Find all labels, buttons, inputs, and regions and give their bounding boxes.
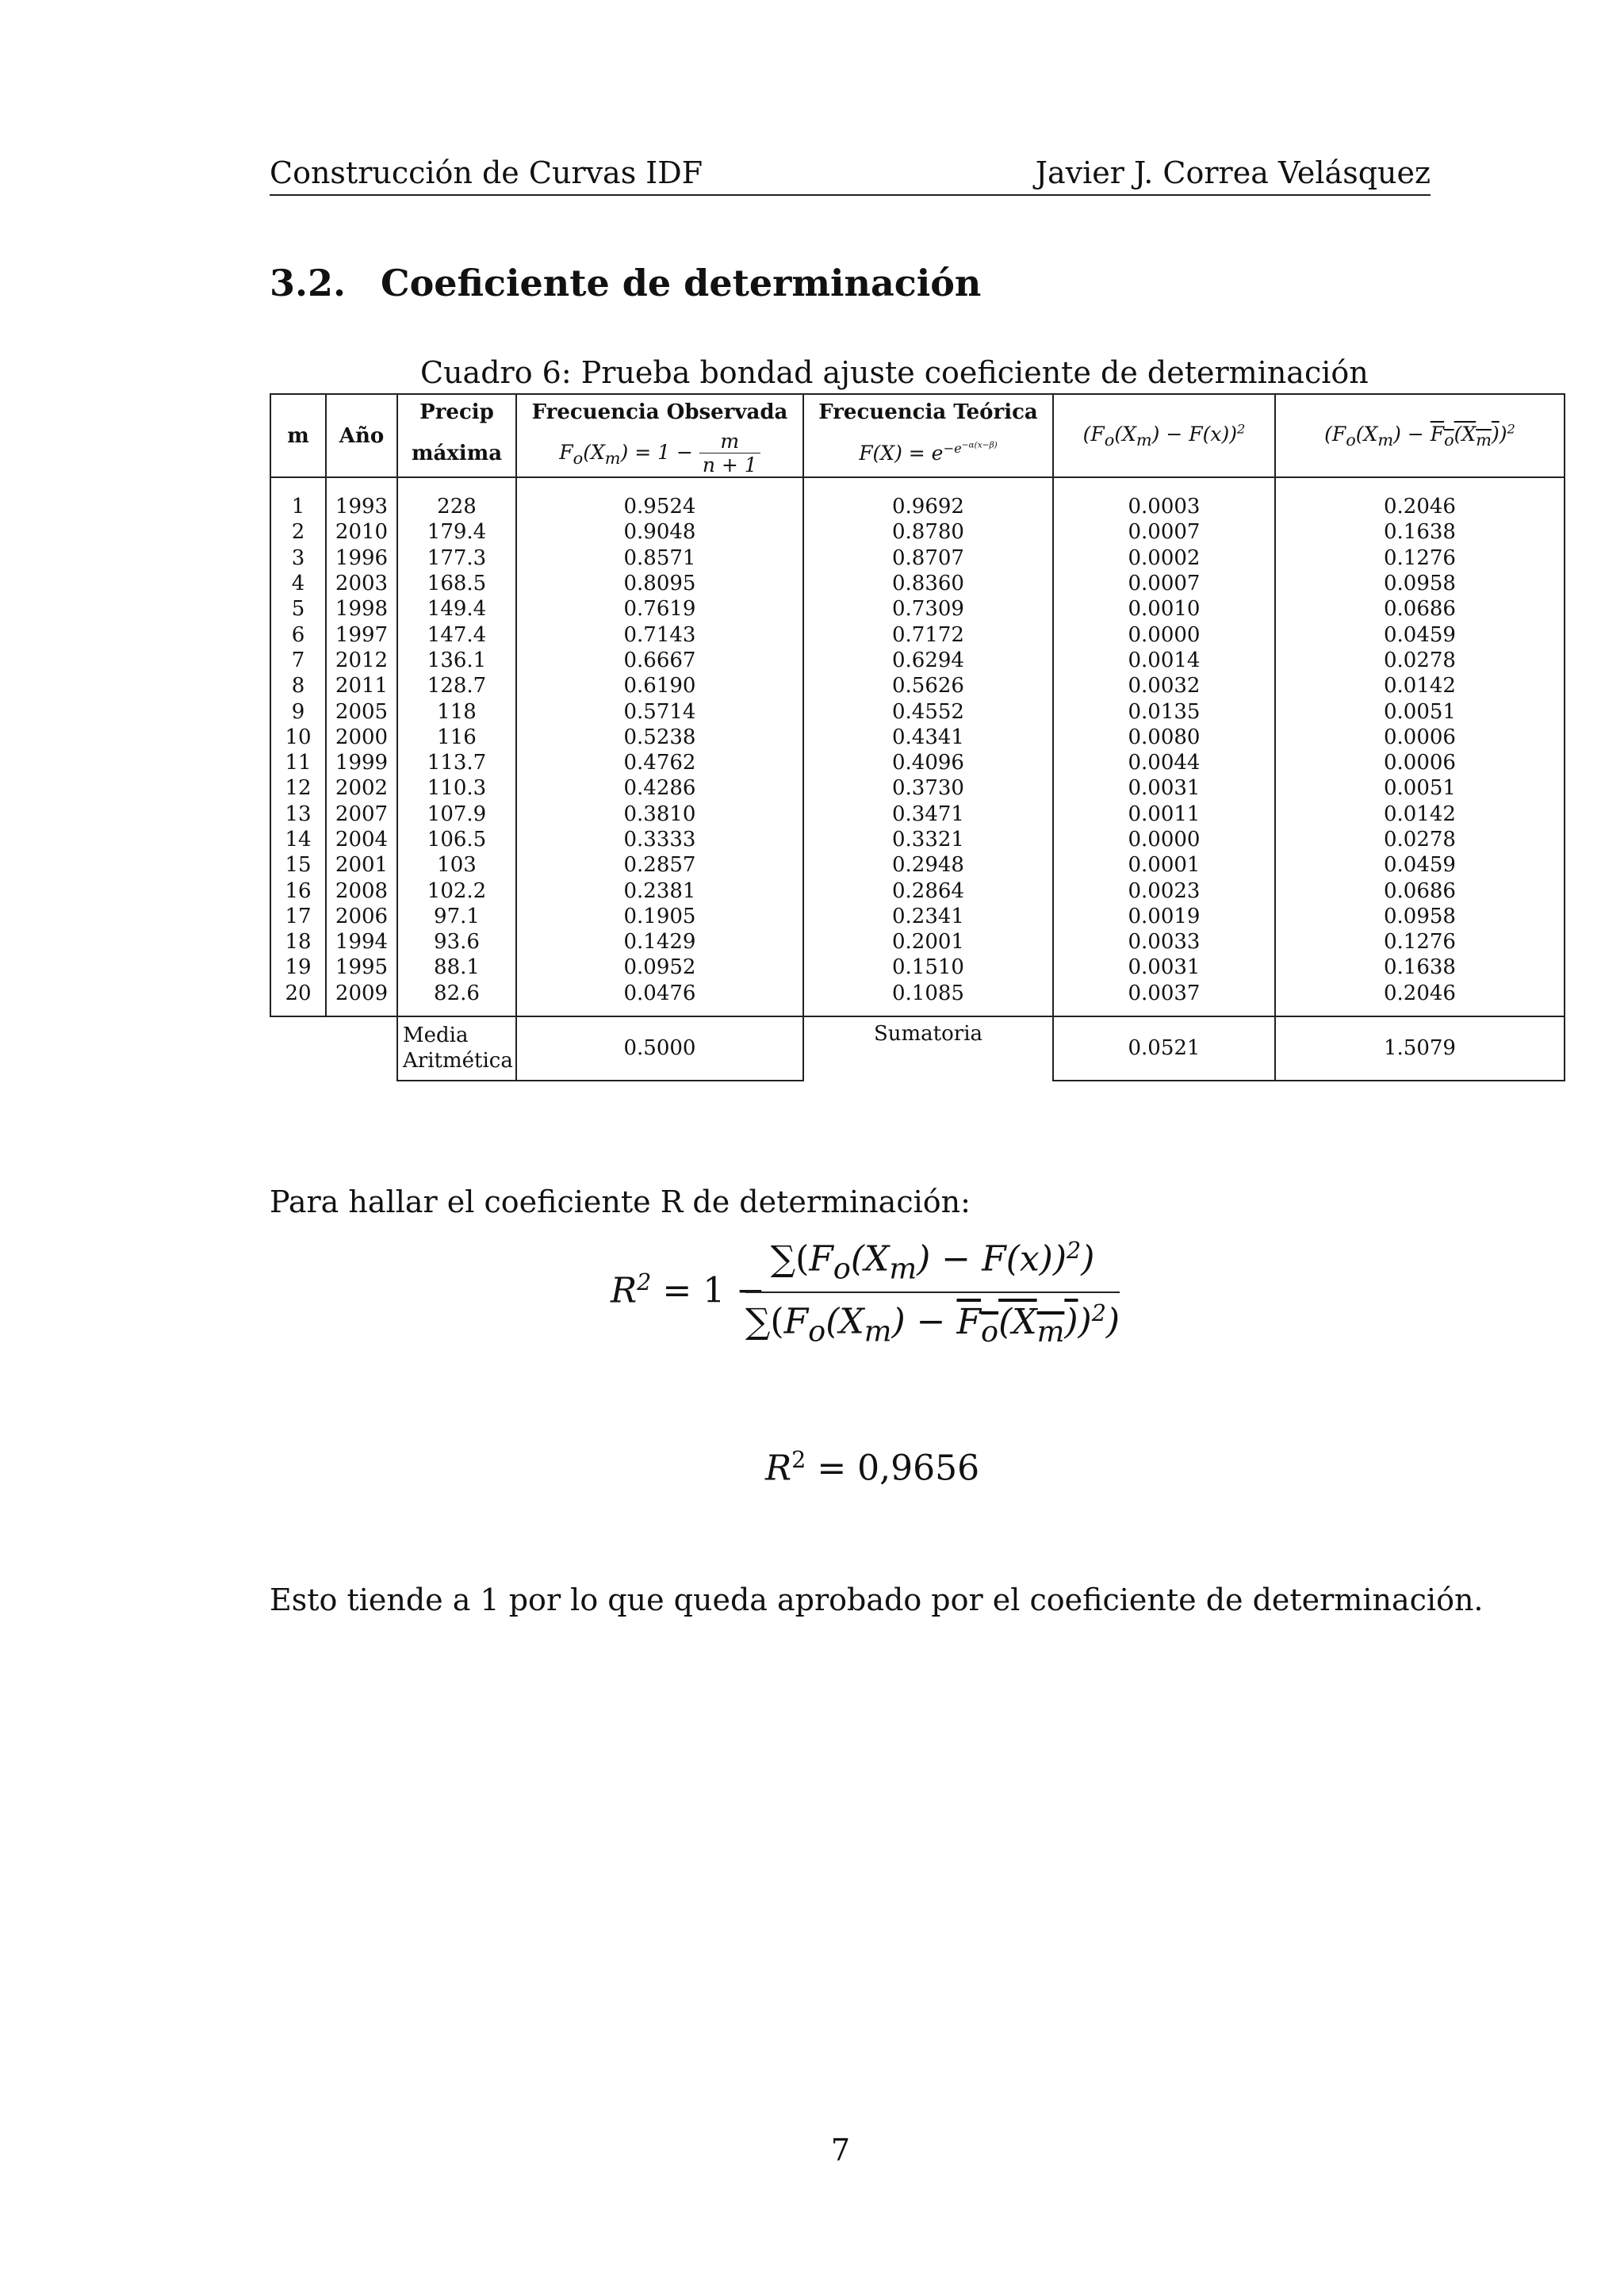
cell-diff2: 0.0686 [1275,596,1565,622]
cell-m: 5 [270,596,326,622]
col-header-teo-title: Frecuencia Teórica [803,394,1053,430]
cell-precip: 128.7 [397,673,516,698]
cell-m: 16 [270,878,326,903]
cell-anio: 2008 [326,878,397,903]
cell-precip: 118 [397,698,516,724]
equation-denominator: $\sum(F_o(X_m) - F_o(X_m))^2$) [745,1299,1120,1349]
cell-m: 6 [270,622,326,647]
cell-diff2: 0.0278 [1275,827,1565,852]
cell-fobs: 0.4286 [516,775,803,801]
cell-m: 14 [270,827,326,852]
cell-anio: 1995 [326,955,397,980]
cell-diff2: 0.1638 [1275,955,1565,980]
cell-fobs: 0.7619 [516,596,803,622]
table-row [270,545,1565,571]
cell-fobs: 0.7143 [516,622,803,647]
cell-fteo: 0.6294 [803,648,1053,673]
cell-precip: 93.6 [397,929,516,955]
cell-diff1: 0.0031 [1053,775,1275,801]
cell-precip: 136.1 [397,648,516,673]
cell-diff1: 0.0044 [1053,750,1275,775]
cell-fobs: 0.1905 [516,904,803,929]
cell-fobs: 0.0952 [516,955,803,980]
cell-diff1: 0.0135 [1053,698,1275,724]
cell-diff2: 0.0006 [1275,750,1565,775]
cell-m: 8 [270,673,326,698]
cell-fteo: 0.2948 [803,852,1053,878]
table-caption: Cuadro 6: Prueba bondad ajuste coeficiente de determinación [420,355,1369,390]
cell-diff2: 0.0459 [1275,852,1565,878]
table-row [270,596,1565,622]
cell-precip: 88.1 [397,955,516,980]
table-row [270,725,1565,750]
cell-fteo: 0.4552 [803,698,1053,724]
cell-diff1: 0.0080 [1053,725,1275,750]
cell-anio: 1997 [326,622,397,647]
cell-diff1: 0.0000 [1053,827,1275,852]
cell-fobs: 0.3810 [516,802,803,827]
cell-precip: 102.2 [397,878,516,903]
cell-anio: 1999 [326,750,397,775]
cell-diff2: 0.0278 [1275,648,1565,673]
cell-precip: 82.6 [397,981,516,1006]
cell-precip: 103 [397,852,516,878]
cell-diff2: 0.0051 [1275,775,1565,801]
cell-fteo: 0.2864 [803,878,1053,903]
table-row [270,852,1565,878]
col-header-precip-top: Precip [397,394,516,430]
cell-anio: 2003 [326,571,397,596]
section-heading [270,262,981,304]
cell-diff1: 0.0003 [1053,494,1275,519]
cell-anio: 2002 [326,775,397,801]
cell-m: 4 [270,571,326,596]
cell-diff2: 0.0958 [1275,571,1565,596]
cell-m: 10 [270,725,326,750]
cell-diff1: 0.0002 [1053,545,1275,571]
equation-numerator: $\sum(F_o(X_m) - F(x))^2$) [745,1237,1120,1293]
cell-precip: 106.5 [397,827,516,852]
cell-diff1: 0.0010 [1053,596,1275,622]
cell-m: 20 [270,981,326,1006]
cell-anio: 1993 [326,494,397,519]
cell-anio: 2009 [326,981,397,1006]
table-row [270,775,1565,801]
cell-m: 15 [270,852,326,878]
cell-anio: 2006 [326,904,397,929]
equation-lhs: $R^2 = 1$ − [611,1269,766,1311]
table-row [270,648,1565,673]
cell-diff2: 0.2046 [1275,981,1565,1006]
cell-precip: 116 [397,725,516,750]
cell-fobs: 0.6667 [516,648,803,673]
cell-precip: 168.5 [397,571,516,596]
cell-anio: 2010 [326,519,397,545]
cell-fteo: 0.2001 [803,929,1053,955]
cell-m: 12 [270,775,326,801]
cell-diff2: 0.1638 [1275,519,1565,545]
cell-m: 2 [270,519,326,545]
table-row [270,622,1565,647]
cell-diff1: 0.0031 [1053,955,1275,980]
cell-fteo: 0.3321 [803,827,1053,852]
header-rule [270,194,1431,196]
cell-diff1: 0.0023 [1053,878,1275,903]
cell-m: 19 [270,955,326,980]
col-header-diff1: $(F_o(X_m) - F(x))^2$ [1053,394,1275,477]
col-header-m: m [270,394,326,477]
table-row [270,750,1565,775]
table-row [270,981,1565,1006]
table-row [270,571,1565,596]
table-row [270,827,1565,852]
cell-precip: 149.4 [397,596,516,622]
cell-precip: 228 [397,494,516,519]
cell-anio: 2001 [326,852,397,878]
cell-fteo: 0.4096 [803,750,1053,775]
paragraph-conclusion: Esto tiende a 1 por lo que queda aprobado por el coeficiente de determinación. [270,1582,1484,1617]
cell-fteo: 0.7309 [803,596,1053,622]
cell-fteo: 0.1510 [803,955,1053,980]
cell-precip: 179.4 [397,519,516,545]
cell-diff2: 0.0142 [1275,673,1565,698]
col-header-obs-formula: $F_o(X_m) = 1$ − $\frac{m}{n + 1}$ [516,430,803,477]
cell-anio: 2005 [326,698,397,724]
media-label: Media Aritmética [397,1016,516,1081]
cell-anio: 2004 [326,827,397,852]
cell-precip: 97.1 [397,904,516,929]
table-row [270,929,1565,955]
cell-diff2: 0.0459 [1275,622,1565,647]
col-header-teo-formula: $F(X) = e^{-e^{-\alpha(x-\beta)}}$ [803,430,1053,477]
cell-diff1: 0.0033 [1053,929,1275,955]
cell-m: 11 [270,750,326,775]
cell-fobs: 0.9524 [516,494,803,519]
cell-diff2: 0.0006 [1275,725,1565,750]
table-row [270,698,1565,724]
cell-diff1: 0.0000 [1053,622,1275,647]
cell-m: 9 [270,698,326,724]
cell-diff2: 0.0051 [1275,698,1565,724]
cell-fobs: 0.4762 [516,750,803,775]
section-number: 3.2. [270,262,347,304]
cell-diff1: 0.0007 [1053,519,1275,545]
cell-fteo: 0.2341 [803,904,1053,929]
cell-fobs: 0.5714 [516,698,803,724]
equation-fraction [745,1237,1120,1349]
cell-diff2: 0.0958 [1275,904,1565,929]
sum-diff1: 0.0521 [1053,1016,1275,1081]
page-number: 7 [830,2133,851,2168]
cell-fobs: 0.8095 [516,571,803,596]
cell-precip: 110.3 [397,775,516,801]
cell-m: 13 [270,802,326,827]
cell-fobs: 0.2857 [516,852,803,878]
cell-diff2: 0.0142 [1275,802,1565,827]
cell-precip: 147.4 [397,622,516,647]
table-row [270,878,1565,903]
cell-anio: 1998 [326,596,397,622]
table-row [270,673,1565,698]
equation-r2-value: $R^2 = 0,9656$ [765,1446,980,1489]
cell-diff1: 0.0001 [1053,852,1275,878]
cell-fobs: 0.6190 [516,673,803,698]
cell-anio: 1994 [326,929,397,955]
cell-fteo: 0.3471 [803,802,1053,827]
sum-diff2: 1.5079 [1275,1016,1565,1081]
cell-precip: 177.3 [397,545,516,571]
running-header-right: Javier J. Correa Velásquez [1035,155,1431,190]
cell-diff1: 0.0011 [1053,802,1275,827]
table-row [270,955,1565,980]
results-table [270,393,1565,1081]
cell-m: 18 [270,929,326,955]
cell-anio: 2000 [326,725,397,750]
cell-m: 7 [270,648,326,673]
cell-diff1: 0.0007 [1053,571,1275,596]
cell-fteo: 0.8360 [803,571,1053,596]
section-title: Coeficiente de determinación [381,262,982,304]
table-row [270,904,1565,929]
cell-fteo: 0.1085 [803,981,1053,1006]
media-value: 0.5000 [516,1016,803,1081]
cell-fteo: 0.8707 [803,545,1053,571]
table-row [270,494,1565,519]
cell-m: 3 [270,545,326,571]
cell-anio: 2007 [326,802,397,827]
cell-precip: 107.9 [397,802,516,827]
cell-diff2: 0.1276 [1275,929,1565,955]
running-header-left: Construcción de Curvas IDF [270,155,703,190]
cell-diff2: 0.2046 [1275,494,1565,519]
cell-fobs: 0.2381 [516,878,803,903]
cell-diff1: 0.0032 [1053,673,1275,698]
cell-fobs: 0.3333 [516,827,803,852]
cell-fteo: 0.7172 [803,622,1053,647]
cell-fobs: 0.5238 [516,725,803,750]
cell-m: 1 [270,494,326,519]
cell-fteo: 0.5626 [803,673,1053,698]
cell-fteo: 0.9692 [803,494,1053,519]
cell-m: 17 [270,904,326,929]
cell-diff2: 0.1276 [1275,545,1565,571]
cell-diff1: 0.0037 [1053,981,1275,1006]
cell-anio: 2011 [326,673,397,698]
cell-diff1: 0.0019 [1053,904,1275,929]
col-header-obs-title: Frecuencia Observada [516,394,803,430]
cell-anio: 2012 [326,648,397,673]
cell-anio: 1996 [326,545,397,571]
paragraph-intro: Para hallar el coeficiente R de determinación: [270,1184,971,1219]
table-row [270,802,1565,827]
cell-diff1: 0.0014 [1053,648,1275,673]
col-header-diff2: $(F_o(X_m) - F_o(X_m))^2$ [1275,394,1565,477]
col-header-anio: Año [326,394,397,477]
cell-fobs: 0.1429 [516,929,803,955]
cell-fobs: 0.8571 [516,545,803,571]
sumatoria-label: Sumatoria [803,1016,1053,1081]
col-header-precip-bottom: máxima [397,430,516,477]
cell-diff2: 0.0686 [1275,878,1565,903]
cell-fteo: 0.3730 [803,775,1053,801]
cell-fobs: 0.0476 [516,981,803,1006]
cell-fteo: 0.4341 [803,725,1053,750]
cell-fteo: 0.8780 [803,519,1053,545]
cell-fobs: 0.9048 [516,519,803,545]
cell-precip: 113.7 [397,750,516,775]
table-row [270,519,1565,545]
